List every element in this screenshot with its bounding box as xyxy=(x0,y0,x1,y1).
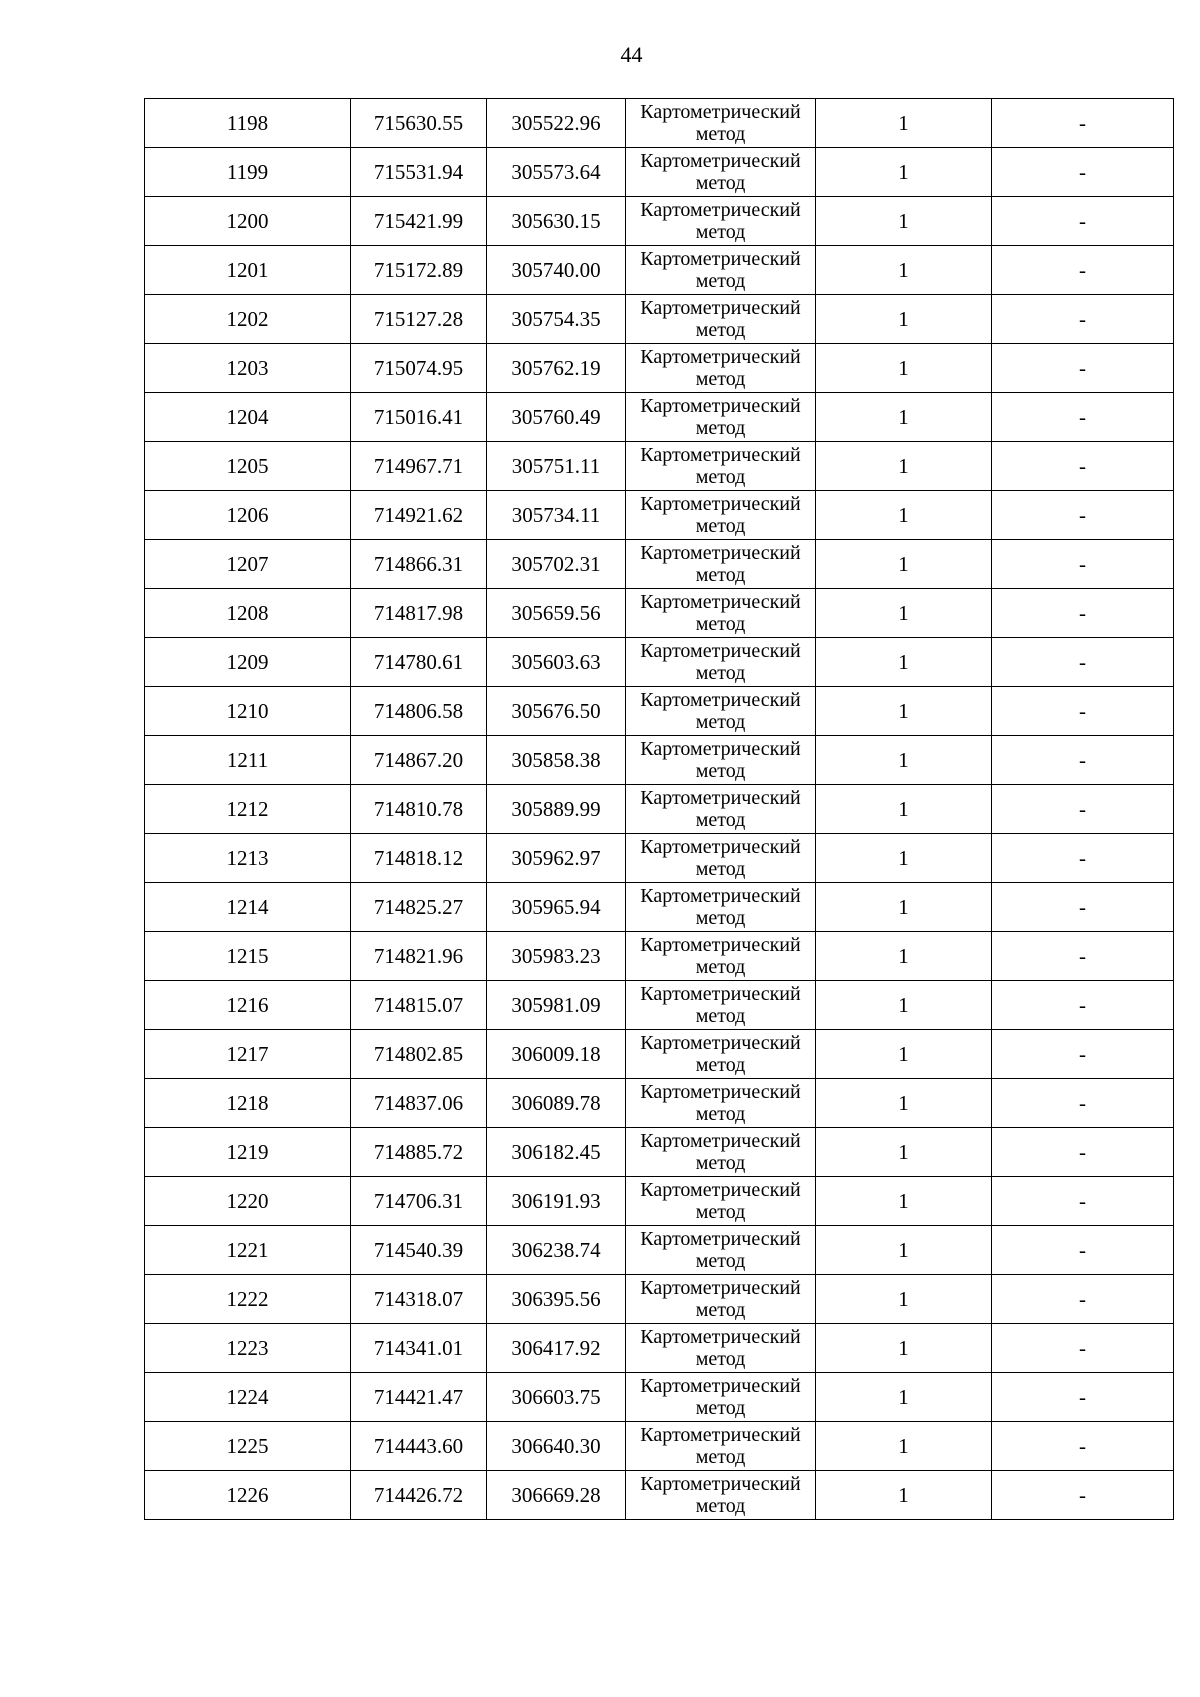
table-row xyxy=(145,736,1174,785)
accuracy-cell: 1 xyxy=(816,1226,992,1275)
x-coordinate-cell: 714921.62 xyxy=(351,491,487,540)
note-cell: - xyxy=(992,393,1174,442)
note-cell: - xyxy=(992,981,1174,1030)
accuracy-cell: 1 xyxy=(816,1079,992,1128)
point-number-cell: 1218 xyxy=(145,1079,351,1128)
note-cell: - xyxy=(992,1373,1174,1422)
accuracy-cell: 1 xyxy=(816,99,992,148)
point-number-cell: 1200 xyxy=(145,197,351,246)
point-number-cell: 1221 xyxy=(145,1226,351,1275)
accuracy-cell: 1 xyxy=(816,344,992,393)
accuracy-cell: 1 xyxy=(816,1275,992,1324)
point-number-cell: 1203 xyxy=(145,344,351,393)
table-row xyxy=(145,344,1174,393)
point-number-cell: 1206 xyxy=(145,491,351,540)
point-number-cell: 1216 xyxy=(145,981,351,1030)
x-coordinate-cell: 714426.72 xyxy=(351,1471,487,1520)
y-coordinate-cell: 305740.00 xyxy=(487,246,626,295)
table-row xyxy=(145,197,1174,246)
method-cell: Картометрический метод xyxy=(626,687,816,736)
point-number-cell: 1209 xyxy=(145,638,351,687)
x-coordinate-cell: 714837.06 xyxy=(351,1079,487,1128)
x-coordinate-cell: 714780.61 xyxy=(351,638,487,687)
note-cell: - xyxy=(992,785,1174,834)
method-cell: Картометрический метод xyxy=(626,393,816,442)
accuracy-cell: 1 xyxy=(816,491,992,540)
note-cell: - xyxy=(992,1324,1174,1373)
y-coordinate-cell: 306009.18 xyxy=(487,1030,626,1079)
method-cell: Картометрический метод xyxy=(626,736,816,785)
y-coordinate-cell: 305702.31 xyxy=(487,540,626,589)
table-row xyxy=(145,99,1174,148)
point-number-cell: 1213 xyxy=(145,834,351,883)
method-cell: Картометрический метод xyxy=(626,1373,816,1422)
accuracy-cell: 1 xyxy=(816,246,992,295)
y-coordinate-cell: 305858.38 xyxy=(487,736,626,785)
x-coordinate-cell: 714815.07 xyxy=(351,981,487,1030)
method-cell: Картометрический метод xyxy=(626,1226,816,1275)
table-row xyxy=(145,393,1174,442)
table-row xyxy=(145,442,1174,491)
y-coordinate-cell: 305573.64 xyxy=(487,148,626,197)
x-coordinate-cell: 714341.01 xyxy=(351,1324,487,1373)
accuracy-cell: 1 xyxy=(816,1128,992,1177)
y-coordinate-cell: 306089.78 xyxy=(487,1079,626,1128)
method-cell: Картометрический метод xyxy=(626,1128,816,1177)
method-cell: Картометрический метод xyxy=(626,99,816,148)
accuracy-cell: 1 xyxy=(816,1030,992,1079)
page-number: 44 xyxy=(620,42,643,67)
point-number-cell: 1225 xyxy=(145,1422,351,1471)
note-cell: - xyxy=(992,1471,1174,1520)
y-coordinate-cell: 305983.23 xyxy=(487,932,626,981)
table-row xyxy=(145,1128,1174,1177)
note-cell: - xyxy=(992,491,1174,540)
method-cell: Картометрический метод xyxy=(626,344,816,393)
accuracy-cell: 1 xyxy=(816,1177,992,1226)
y-coordinate-cell: 306603.75 xyxy=(487,1373,626,1422)
point-number-cell: 1215 xyxy=(145,932,351,981)
note-cell: - xyxy=(992,1030,1174,1079)
x-coordinate-cell: 715531.94 xyxy=(351,148,487,197)
y-coordinate-cell: 305659.56 xyxy=(487,589,626,638)
note-cell: - xyxy=(992,99,1174,148)
x-coordinate-cell: 715074.95 xyxy=(351,344,487,393)
note-cell: - xyxy=(992,1275,1174,1324)
table-row xyxy=(145,687,1174,736)
table-row xyxy=(145,1275,1174,1324)
point-number-cell: 1208 xyxy=(145,589,351,638)
x-coordinate-cell: 714821.96 xyxy=(351,932,487,981)
accuracy-cell: 1 xyxy=(816,834,992,883)
point-number-cell: 1222 xyxy=(145,1275,351,1324)
x-coordinate-cell: 714443.60 xyxy=(351,1422,487,1471)
x-coordinate-cell: 715127.28 xyxy=(351,295,487,344)
accuracy-cell: 1 xyxy=(816,540,992,589)
point-number-cell: 1201 xyxy=(145,246,351,295)
accuracy-cell: 1 xyxy=(816,981,992,1030)
y-coordinate-cell: 305734.11 xyxy=(487,491,626,540)
table-row xyxy=(145,246,1174,295)
x-coordinate-cell: 714421.47 xyxy=(351,1373,487,1422)
y-coordinate-cell: 305603.63 xyxy=(487,638,626,687)
y-coordinate-cell: 305962.97 xyxy=(487,834,626,883)
note-cell: - xyxy=(992,589,1174,638)
y-coordinate-cell: 306417.92 xyxy=(487,1324,626,1373)
method-cell: Картометрический метод xyxy=(626,1079,816,1128)
table-body xyxy=(145,99,1174,1520)
table-row xyxy=(145,1177,1174,1226)
note-cell: - xyxy=(992,883,1174,932)
note-cell: - xyxy=(992,246,1174,295)
note-cell: - xyxy=(992,197,1174,246)
table-row xyxy=(145,1226,1174,1275)
method-cell: Картометрический метод xyxy=(626,442,816,491)
y-coordinate-cell: 305762.19 xyxy=(487,344,626,393)
method-cell: Картометрический метод xyxy=(626,1275,816,1324)
x-coordinate-cell: 715630.55 xyxy=(351,99,487,148)
method-cell: Картометрический метод xyxy=(626,491,816,540)
note-cell: - xyxy=(992,1079,1174,1128)
x-coordinate-cell: 714817.98 xyxy=(351,589,487,638)
note-cell: - xyxy=(992,295,1174,344)
note-cell: - xyxy=(992,1226,1174,1275)
x-coordinate-cell: 715016.41 xyxy=(351,393,487,442)
point-number-cell: 1219 xyxy=(145,1128,351,1177)
y-coordinate-cell: 305981.09 xyxy=(487,981,626,1030)
x-coordinate-cell: 715172.89 xyxy=(351,246,487,295)
table-row xyxy=(145,1030,1174,1079)
method-cell: Картометрический метод xyxy=(626,540,816,589)
method-cell: Картометрический метод xyxy=(626,197,816,246)
method-cell: Картометрический метод xyxy=(626,1177,816,1226)
y-coordinate-cell: 306395.56 xyxy=(487,1275,626,1324)
note-cell: - xyxy=(992,442,1174,491)
table-row xyxy=(145,1373,1174,1422)
accuracy-cell: 1 xyxy=(816,295,992,344)
table-row xyxy=(145,589,1174,638)
accuracy-cell: 1 xyxy=(816,589,992,638)
y-coordinate-cell: 305751.11 xyxy=(487,442,626,491)
note-cell: - xyxy=(992,834,1174,883)
accuracy-cell: 1 xyxy=(816,883,992,932)
point-number-cell: 1214 xyxy=(145,883,351,932)
note-cell: - xyxy=(992,687,1174,736)
table-row xyxy=(145,491,1174,540)
x-coordinate-cell: 714802.85 xyxy=(351,1030,487,1079)
y-coordinate-cell: 305889.99 xyxy=(487,785,626,834)
table-row xyxy=(145,932,1174,981)
table-row xyxy=(145,981,1174,1030)
table-row xyxy=(145,883,1174,932)
table-row xyxy=(145,785,1174,834)
accuracy-cell: 1 xyxy=(816,687,992,736)
method-cell: Картометрический метод xyxy=(626,932,816,981)
point-number-cell: 1207 xyxy=(145,540,351,589)
table-row xyxy=(145,1079,1174,1128)
y-coordinate-cell: 306669.28 xyxy=(487,1471,626,1520)
point-number-cell: 1199 xyxy=(145,148,351,197)
method-cell: Картометрический метод xyxy=(626,295,816,344)
accuracy-cell: 1 xyxy=(816,393,992,442)
note-cell: - xyxy=(992,344,1174,393)
accuracy-cell: 1 xyxy=(816,1422,992,1471)
point-number-cell: 1204 xyxy=(145,393,351,442)
note-cell: - xyxy=(992,932,1174,981)
x-coordinate-cell: 715421.99 xyxy=(351,197,487,246)
x-coordinate-cell: 714706.31 xyxy=(351,1177,487,1226)
point-number-cell: 1220 xyxy=(145,1177,351,1226)
note-cell: - xyxy=(992,1177,1174,1226)
method-cell: Картометрический метод xyxy=(626,883,816,932)
y-coordinate-cell: 306182.45 xyxy=(487,1128,626,1177)
x-coordinate-cell: 714867.20 xyxy=(351,736,487,785)
method-cell: Картометрический метод xyxy=(626,589,816,638)
accuracy-cell: 1 xyxy=(816,1373,992,1422)
y-coordinate-cell: 305522.96 xyxy=(487,99,626,148)
point-number-cell: 1202 xyxy=(145,295,351,344)
note-cell: - xyxy=(992,148,1174,197)
note-cell: - xyxy=(992,736,1174,785)
method-cell: Картометрический метод xyxy=(626,1324,816,1373)
y-coordinate-cell: 306640.30 xyxy=(487,1422,626,1471)
method-cell: Картометрический метод xyxy=(626,981,816,1030)
coordinates-table xyxy=(144,98,1174,1520)
point-number-cell: 1198 xyxy=(145,99,351,148)
y-coordinate-cell: 305676.50 xyxy=(487,687,626,736)
table-row xyxy=(145,1471,1174,1520)
x-coordinate-cell: 714967.71 xyxy=(351,442,487,491)
note-cell: - xyxy=(992,1422,1174,1471)
y-coordinate-cell: 305754.35 xyxy=(487,295,626,344)
point-number-cell: 1223 xyxy=(145,1324,351,1373)
x-coordinate-cell: 714866.31 xyxy=(351,540,487,589)
x-coordinate-cell: 714810.78 xyxy=(351,785,487,834)
y-coordinate-cell: 305760.49 xyxy=(487,393,626,442)
point-number-cell: 1212 xyxy=(145,785,351,834)
x-coordinate-cell: 714825.27 xyxy=(351,883,487,932)
y-coordinate-cell: 305630.15 xyxy=(487,197,626,246)
accuracy-cell: 1 xyxy=(816,638,992,687)
point-number-cell: 1224 xyxy=(145,1373,351,1422)
accuracy-cell: 1 xyxy=(816,932,992,981)
accuracy-cell: 1 xyxy=(816,148,992,197)
accuracy-cell: 1 xyxy=(816,197,992,246)
accuracy-cell: 1 xyxy=(816,1324,992,1373)
x-coordinate-cell: 714818.12 xyxy=(351,834,487,883)
point-number-cell: 1217 xyxy=(145,1030,351,1079)
method-cell: Картометрический метод xyxy=(626,1030,816,1079)
method-cell: Картометрический метод xyxy=(626,1422,816,1471)
y-coordinate-cell: 306191.93 xyxy=(487,1177,626,1226)
method-cell: Картометрический метод xyxy=(626,834,816,883)
point-number-cell: 1211 xyxy=(145,736,351,785)
table-row xyxy=(145,540,1174,589)
x-coordinate-cell: 714806.58 xyxy=(351,687,487,736)
method-cell: Картометрический метод xyxy=(626,1471,816,1520)
table-row xyxy=(145,638,1174,687)
method-cell: Картометрический метод xyxy=(626,246,816,295)
x-coordinate-cell: 714885.72 xyxy=(351,1128,487,1177)
x-coordinate-cell: 714540.39 xyxy=(351,1226,487,1275)
table-row xyxy=(145,1422,1174,1471)
accuracy-cell: 1 xyxy=(816,1471,992,1520)
y-coordinate-cell: 305965.94 xyxy=(487,883,626,932)
table-row xyxy=(145,1324,1174,1373)
accuracy-cell: 1 xyxy=(816,785,992,834)
point-number-cell: 1205 xyxy=(145,442,351,491)
point-number-cell: 1226 xyxy=(145,1471,351,1520)
y-coordinate-cell: 306238.74 xyxy=(487,1226,626,1275)
table-row xyxy=(145,295,1174,344)
x-coordinate-cell: 714318.07 xyxy=(351,1275,487,1324)
note-cell: - xyxy=(992,540,1174,589)
method-cell: Картометрический метод xyxy=(626,638,816,687)
accuracy-cell: 1 xyxy=(816,736,992,785)
method-cell: Картометрический метод xyxy=(626,148,816,197)
accuracy-cell: 1 xyxy=(816,442,992,491)
table-row xyxy=(145,148,1174,197)
note-cell: - xyxy=(992,1128,1174,1177)
note-cell: - xyxy=(992,638,1174,687)
table-row xyxy=(145,834,1174,883)
point-number-cell: 1210 xyxy=(145,687,351,736)
method-cell: Картометрический метод xyxy=(626,785,816,834)
